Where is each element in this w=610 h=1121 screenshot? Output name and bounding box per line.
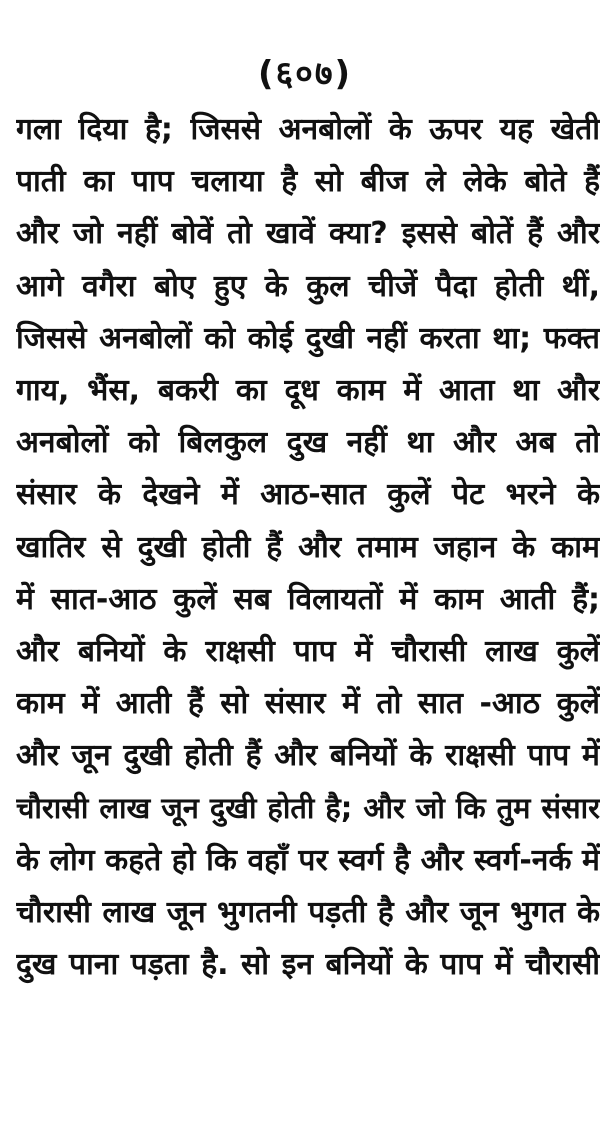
text-line: काम में आती हैं सो संसार में तो सात -आठ कुलें [16,686,600,722]
text-line: में सात-आठ कुलें सब विलायतों में काम आती हैं; [16,581,600,617]
page-number: (६०७) [257,54,353,94]
body-text [16,104,600,991]
text-line: अनबोलों को बिलकुल दुख नहीं था और अब तो [16,425,600,461]
text-line: गाय, भैंस, बकरी का दूध काम में आता था और [16,372,600,408]
text-line: और जो नहीं बोवें तो खावें क्या? इससे बोतें हैं और [16,216,600,252]
text-line: दुख पाना पड़ता है. सो इन बनियों के पाप में चौरासी [16,947,600,982]
text-line: के लोग कहते हो कि वहाँ पर स्वर्ग है और स्वर्ग-नर्क में [16,842,600,878]
text-line: चौरासी लाख जून भुगतनी पड़ती है और जून भुगत के [16,894,600,930]
text-line: गला दिया है; जिससे अनबोलों के ऊपर यह खेती [16,112,600,147]
text-line: आगे वगैरा बोए हुए के कुल चीजें पैदा होती थीं, [16,268,600,304]
text-line: और जून दुखी होती हैं और बनियों के राक्षसी पाप में [16,738,600,774]
text-line: संसार के देखने में आठ-सात कुलें पेट भरने के [16,477,600,513]
text-line: पाती का पाप चलाया है सो बीज ले लेके बोते हैं [16,164,600,200]
text-line: खातिर से दुखी होती हैं और तमाम जहान के काम [16,529,600,565]
text-line: और बनियों के राक्षसी पाप में चौरासी लाख कुलें [16,633,600,669]
text-line: चौरासी लाख जून दुखी होती है; और जो कि तुम संसार [16,791,600,826]
text-line: जिससे अनबोलों को कोई दुखी नहीं करता था; फक्त [16,320,600,356]
